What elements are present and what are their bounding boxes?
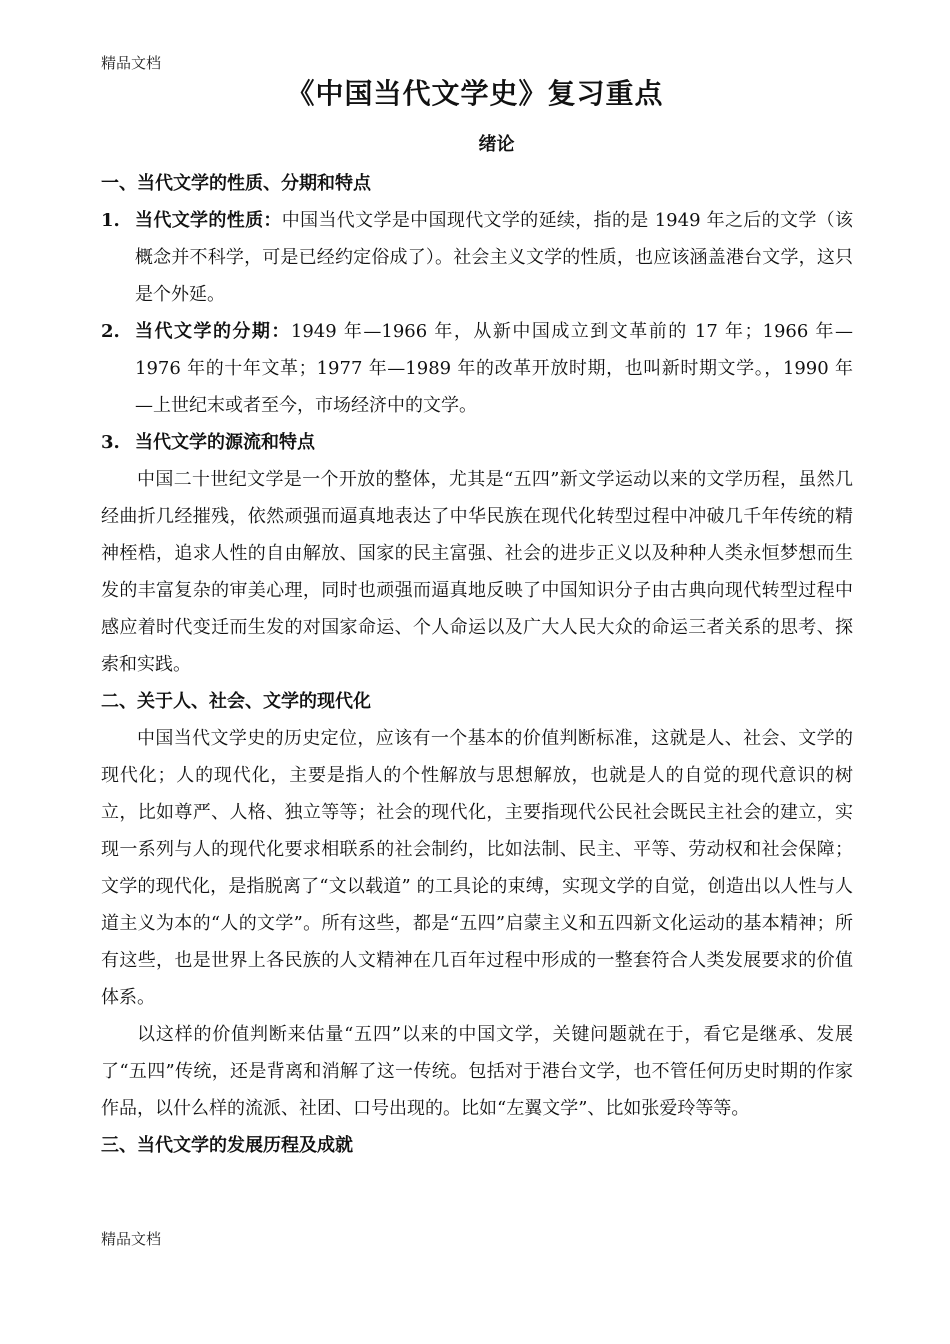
list-item-number: 1.	[101, 210, 120, 231]
page-footer-label: 精品文档	[101, 1230, 162, 1248]
body-paragraph: 以这样的价值判断来估量“五四”以来的中国文学，关键问题就在于，看它是继承、发展了“五四”传统，还是背离和消解了这一传统。包括对于港台文学，也不管任何历史时期的作家作品，以什么样的流派、社团、口号出现的。比如“左翼文学”、比如张爱玲等等。	[101, 1024, 853, 1119]
list-item-number: 3.	[101, 432, 120, 453]
list-item-term: 当代文学的源流和特点	[135, 432, 315, 453]
page-title: 《中国当代文学史》复习重点	[286, 77, 664, 110]
document-body	[101, 165, 853, 1164]
list-item	[101, 202, 853, 313]
section-heading-3: 三、当代文学的发展历程及成就	[101, 1135, 353, 1156]
list-item-text: 1949 年—1966 年，从新中国成立到文革前的 17 年；1966 年—1976 年的十年文革；1977 年—1989 年的改革开放时期，也叫新时期文学。，1990 年—上世纪末或者至今，市场经济中的文学。	[135, 321, 854, 416]
list-item-body	[135, 202, 853, 313]
list-item-body	[135, 313, 853, 424]
list-item-term: 当代文学的性质：	[135, 210, 282, 231]
body-paragraph: 中国二十世纪文学是一个开放的整体，尤其是“五四”新文学运动以来的文学历程，虽然几经曲折几经摧残，依然顽强而逼真地表达了中华民族在现代化转型过程中冲破几千年传统的精神桎梏，追求人性的自由解放、国家的民主富强、社会的进步正义以及种种人类永恒梦想而生发的丰富复杂的审美心理，同时也顽强而逼真地反映了中国知识分子由古典向现代转型过程中感应着时代变迁而生发的对国家命运、个人命运以及广大人民大众的命运三者关系的思考、探索和实践。	[101, 469, 853, 675]
list-item	[101, 313, 853, 424]
list-item	[101, 424, 853, 461]
page-header-label: 精品文档	[101, 54, 162, 72]
body-paragraph: 中国当代文学史的历史定位，应该有一个基本的价值判断标准，这就是人、社会、文学的现代化；人的现代化，主要是指人的个性解放与思想解放，也就是人的自觉的现代意识的树立，比如尊严、人格、独立等等；社会的现代化，主要指现代公民社会既民主社会的建立，实现一系列与人的现代化要求相联系的社会制约，比如法制、民主、平等、劳动权和社会保障；文学的现代化，是指脱离了“文以载道” 的工具论的束缚，实现文学的自觉，创造出以人性与人道主义为本的“人的文学”。所有这些，都是“五四”启蒙主义和五四新文化运动的基本精神；所有这些，也是世界上各民族的人文精神在几百年过程中形成的一整套符合人类发展要求的价值体系。	[101, 728, 853, 1008]
list-item-body	[135, 424, 853, 461]
section-heading-2: 二、关于人、社会、文学的现代化	[101, 691, 371, 712]
list-item-text: 中国当代文学是中国现代文学的延续，指的是 1949 年之后的文学（该概念并不科学，可是已经约定俗成了）。社会主义文学的性质，也应该涵盖港台文学，这只是个外延。	[135, 210, 854, 305]
section-subtitle: 绪论	[478, 134, 515, 155]
list-item-number: 2.	[101, 321, 120, 342]
list-item-term: 当代文学的分期：	[135, 321, 291, 342]
section-heading-1: 一、当代文学的性质、分期和特点	[101, 173, 371, 194]
